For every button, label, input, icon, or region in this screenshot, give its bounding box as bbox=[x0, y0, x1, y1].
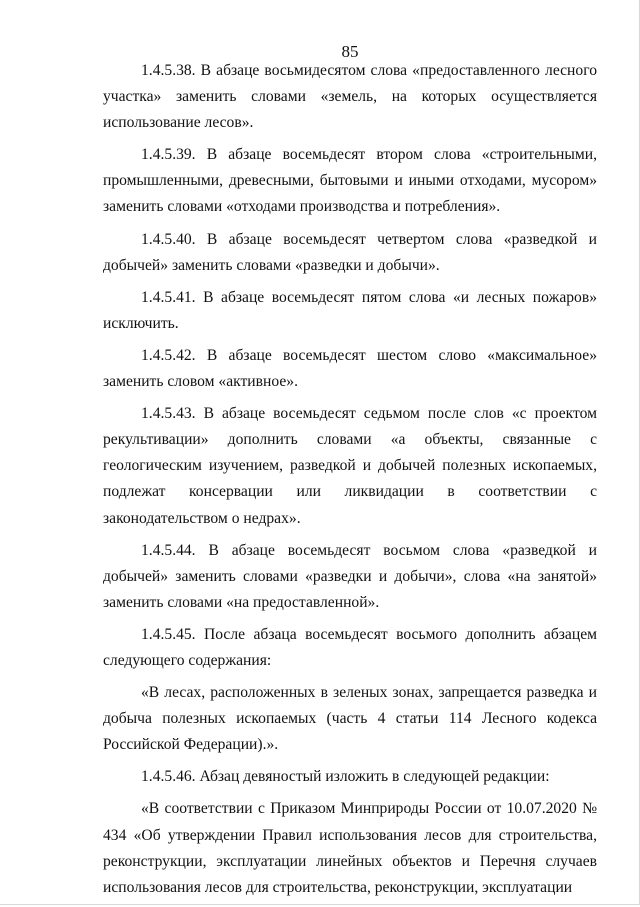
paragraph-1-4-5-41: 1.4.5.41. В абзаце восемьдесят пятом слова «и лесных пожаров» исключить. bbox=[103, 288, 597, 332]
paragraph-1-4-5-39: 1.4.5.39. В абзаце восемьдесят втором слова «строительными, промышленными, древесными, бытовыми и иными отходами, мусором» заменить словами «отходами производства и потребления». bbox=[103, 146, 597, 216]
document-body bbox=[103, 58, 597, 907]
paragraph-1-4-5-43: 1.4.5.43. В абзаце восемьдесят седьмом после слов «с проектом рекультивации» дополнить словами «а объекты, связанные с геологическим изучением, разведкой и добычей полезных ископаемых, подлежат консервации или ликвидации в соответствии с законодательством о недрах». bbox=[103, 405, 597, 527]
paragraph-1-4-5-46: 1.4.5.46. Абзац девяностый изложить в следующей редакции: bbox=[141, 768, 550, 786]
quoted-new-paragraph: «В лесах, расположенных в зеленых зонах, запрещается разведка и добыча полезных ископаемых (часть 4 статьи 114 Лесного кодекса Российской Федерации).». bbox=[103, 684, 597, 754]
page-number: 85 bbox=[341, 42, 359, 61]
paragraph-1-4-5-38: 1.4.5.38. В абзаце восьмидесятом слова «предоставленного лесного участка» заменить словами «земель, на которых осуществляется использование лесов». bbox=[103, 62, 597, 132]
quoted-new-wording: «В соответствии с Приказом Минприроды России от 10.07.2020 № 434 «Об утверждении Правил использования лесов для строительства, реконструкции, эксплуатации линейных объектов и Перечня случаев использования лесов для строительства, реконструкции, эксплуатации bbox=[103, 800, 597, 896]
paragraph-1-4-5-45: 1.4.5.45. После абзаца восемьдесят восьмого дополнить абзацем следующего содержания: bbox=[103, 625, 597, 669]
paragraph-1-4-5-42: 1.4.5.42. В абзаце восемьдесят шестом слово «максимальное» заменить словом «активное». bbox=[103, 346, 597, 391]
paragraph-1-4-5-40: 1.4.5.40. В абзаце восемьдесят четвертом слова «разведкой и добычей» заменить словами «разведки и добычи». bbox=[103, 230, 597, 274]
paragraph-1-4-5-44: 1.4.5.44. В абзаце восемьдесят восьмом слова «разведкой и добычей» заменить словами «разведки и добычи», слова «на занятой» заменить словами «на предоставленной». bbox=[103, 541, 597, 611]
